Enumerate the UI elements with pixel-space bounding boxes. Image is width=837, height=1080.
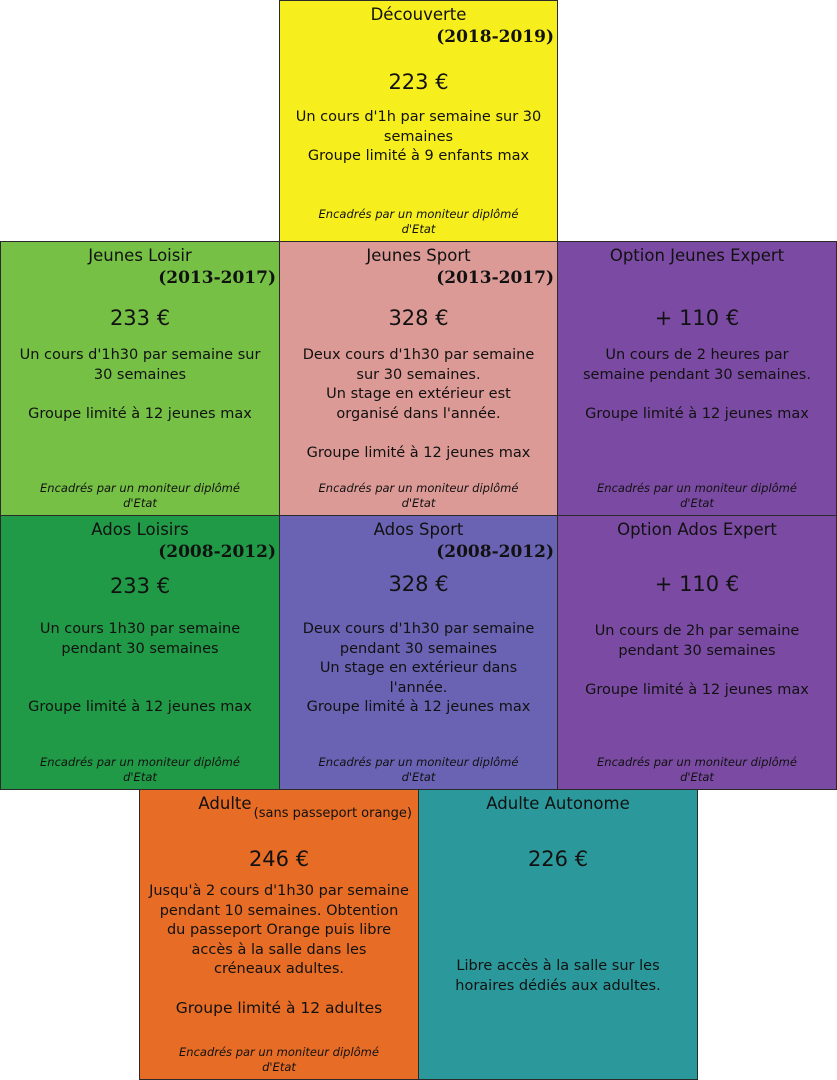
desc-line: Un stage en extérieur dans — [319, 660, 518, 676]
footer-line: d'Etat — [401, 496, 436, 510]
desc-line: l'année. — [389, 679, 448, 696]
footer-line: Encadrés par un moniteur diplômé — [318, 207, 519, 221]
desc-line: Un stage en extérieur est — [326, 386, 511, 402]
desc-line: pendant 30 semaines — [339, 640, 498, 657]
card-price: 328 € — [388, 572, 449, 596]
card-title: Ados Sport — [373, 520, 464, 539]
card-title: Ados Loisirs — [91, 520, 189, 539]
card-footer — [280, 481, 557, 511]
desc-line: accès à la salle dans les — [191, 941, 367, 958]
footer-line: d'Etat — [401, 222, 436, 236]
card-jeunes-loisir — [0, 241, 280, 516]
desc-line — [564, 661, 830, 681]
desc-line: Un cours de 2h par semaine — [594, 623, 800, 639]
desc-line — [7, 659, 273, 679]
footer-line: d'Etat — [680, 770, 714, 784]
footer-line: d'Etat — [123, 496, 157, 510]
desc-line: Groupe limité à 12 jeunes max — [28, 405, 252, 422]
desc-line: Un cours d'1h par semaine sur 30 — [295, 109, 542, 125]
card-title: Option Jeunes Expert — [609, 246, 785, 265]
desc-line: Groupe limité à 9 enfants max — [307, 148, 530, 164]
desc-line: organisé dans l'année. — [336, 405, 501, 422]
card-title: Adulte Autonome — [486, 794, 630, 813]
desc-line — [564, 385, 830, 405]
desc-line: créneaux adultes. — [214, 961, 344, 977]
card-years: (2008-2012) — [158, 542, 276, 562]
desc-line: semaine pendant 30 semaines. — [583, 366, 811, 383]
desc-line: semaines — [383, 128, 454, 145]
footer-line: Encadrés par un moniteur diplômé — [597, 755, 797, 769]
desc-line: Groupe limité à 12 jeunes max — [28, 699, 252, 715]
footer-line: d'Etat — [262, 1060, 296, 1074]
card-decouverte — [279, 0, 558, 242]
desc-line: horaires dédiés aux adultes. — [455, 977, 661, 994]
card-description — [286, 108, 551, 167]
desc-line: Un cours de 2 heures par — [605, 347, 789, 363]
desc-line: Groupe limité à 12 jeunes max — [306, 699, 531, 715]
card-description — [286, 346, 551, 463]
desc-line — [7, 385, 273, 405]
card-title: Jeunes Sport — [366, 246, 471, 265]
card-price: + 110 € — [654, 572, 740, 596]
card-adulte-autonome — [418, 789, 698, 1080]
desc-line — [7, 679, 273, 699]
card-title: Jeunes Loisir — [88, 246, 192, 265]
card-price: 226 € — [527, 847, 589, 871]
card-footer — [558, 481, 836, 511]
card-description — [564, 346, 830, 424]
card-price: 233 € — [109, 306, 171, 330]
card-footer — [558, 755, 836, 785]
card-description — [425, 957, 691, 996]
desc-line: 30 semaines — [93, 366, 187, 383]
card-description — [564, 622, 830, 700]
footer-line: Encadrés par un moniteur diplômé — [318, 755, 519, 769]
footer-line: d'Etat — [680, 496, 714, 510]
card-footer — [140, 1045, 418, 1075]
card-price: 246 € — [248, 847, 310, 871]
card-title: Option Ados Expert — [617, 520, 777, 539]
desc-line: Un cours d'1h30 par semaine sur — [19, 347, 261, 363]
card-ados-loisirs — [0, 515, 280, 790]
card-years: (2018-2019) — [436, 27, 554, 47]
card-ados-sport — [279, 515, 558, 790]
card-footer — [280, 207, 557, 237]
desc-line — [286, 424, 551, 444]
desc-line: Groupe limité à 12 jeunes max — [306, 444, 531, 461]
card-years: (2013-2017) — [158, 268, 276, 288]
footer-line: d'Etat — [401, 770, 436, 784]
card-price: 223 € — [388, 70, 449, 94]
footer-line: Encadrés par un moniteur diplômé — [597, 481, 797, 495]
card-price: 328 € — [388, 306, 449, 330]
desc-line: Deux cours d'1h30 par semaine — [302, 621, 535, 637]
card-description — [146, 882, 412, 1019]
card-footer — [280, 755, 557, 785]
desc-line: sur 30 semaines. — [356, 366, 481, 383]
footer-line: d'Etat — [123, 770, 157, 784]
card-years: (2013-2017) — [436, 268, 554, 288]
card-title: Découverte — [370, 5, 467, 24]
desc-line: Libre accès à la salle sur les — [456, 958, 660, 974]
card-years: (2008-2012) — [436, 542, 554, 562]
desc-line: Un cours 1h30 par semaine — [39, 621, 241, 637]
card-note: (sans passeport orange) — [253, 806, 412, 821]
footer-line: Encadrés par un moniteur diplômé — [318, 481, 519, 495]
desc-line: Deux cours d'1h30 par semaine — [302, 347, 535, 363]
footer-line: Encadrés par un moniteur diplômé — [40, 755, 240, 769]
card-option-jeunes-expert — [557, 241, 837, 516]
card-option-ados-expert — [557, 515, 837, 790]
desc-line: Jusqu'à 2 cours d'1h30 par semaine — [149, 883, 409, 899]
card-adulte — [139, 789, 419, 1080]
card-price: + 110 € — [654, 306, 740, 330]
desc-line: pendant 30 semaines — [61, 640, 219, 657]
card-description — [7, 346, 273, 424]
footer-line: Encadrés par un moniteur diplômé — [40, 481, 240, 495]
desc-line: Groupe limité à 12 adultes — [175, 999, 383, 1017]
card-footer — [1, 481, 279, 511]
card-price: 233 € — [109, 574, 171, 598]
desc-line: pendant 30 semaines — [618, 642, 776, 659]
desc-line — [146, 980, 412, 1000]
card-jeunes-sport — [279, 241, 558, 516]
card-footer — [1, 755, 279, 785]
card-description — [286, 620, 551, 718]
footer-line: Encadrés par un moniteur diplômé — [179, 1045, 379, 1059]
card-description — [7, 620, 273, 718]
desc-line: du passeport Orange puis libre — [166, 922, 392, 938]
desc-line: pendant 10 semaines. Obtention — [159, 902, 399, 919]
card-title: Adulte — [198, 794, 252, 813]
desc-line: Groupe limité à 12 jeunes max — [585, 405, 809, 422]
desc-line: Groupe limité à 12 jeunes max — [585, 681, 809, 698]
